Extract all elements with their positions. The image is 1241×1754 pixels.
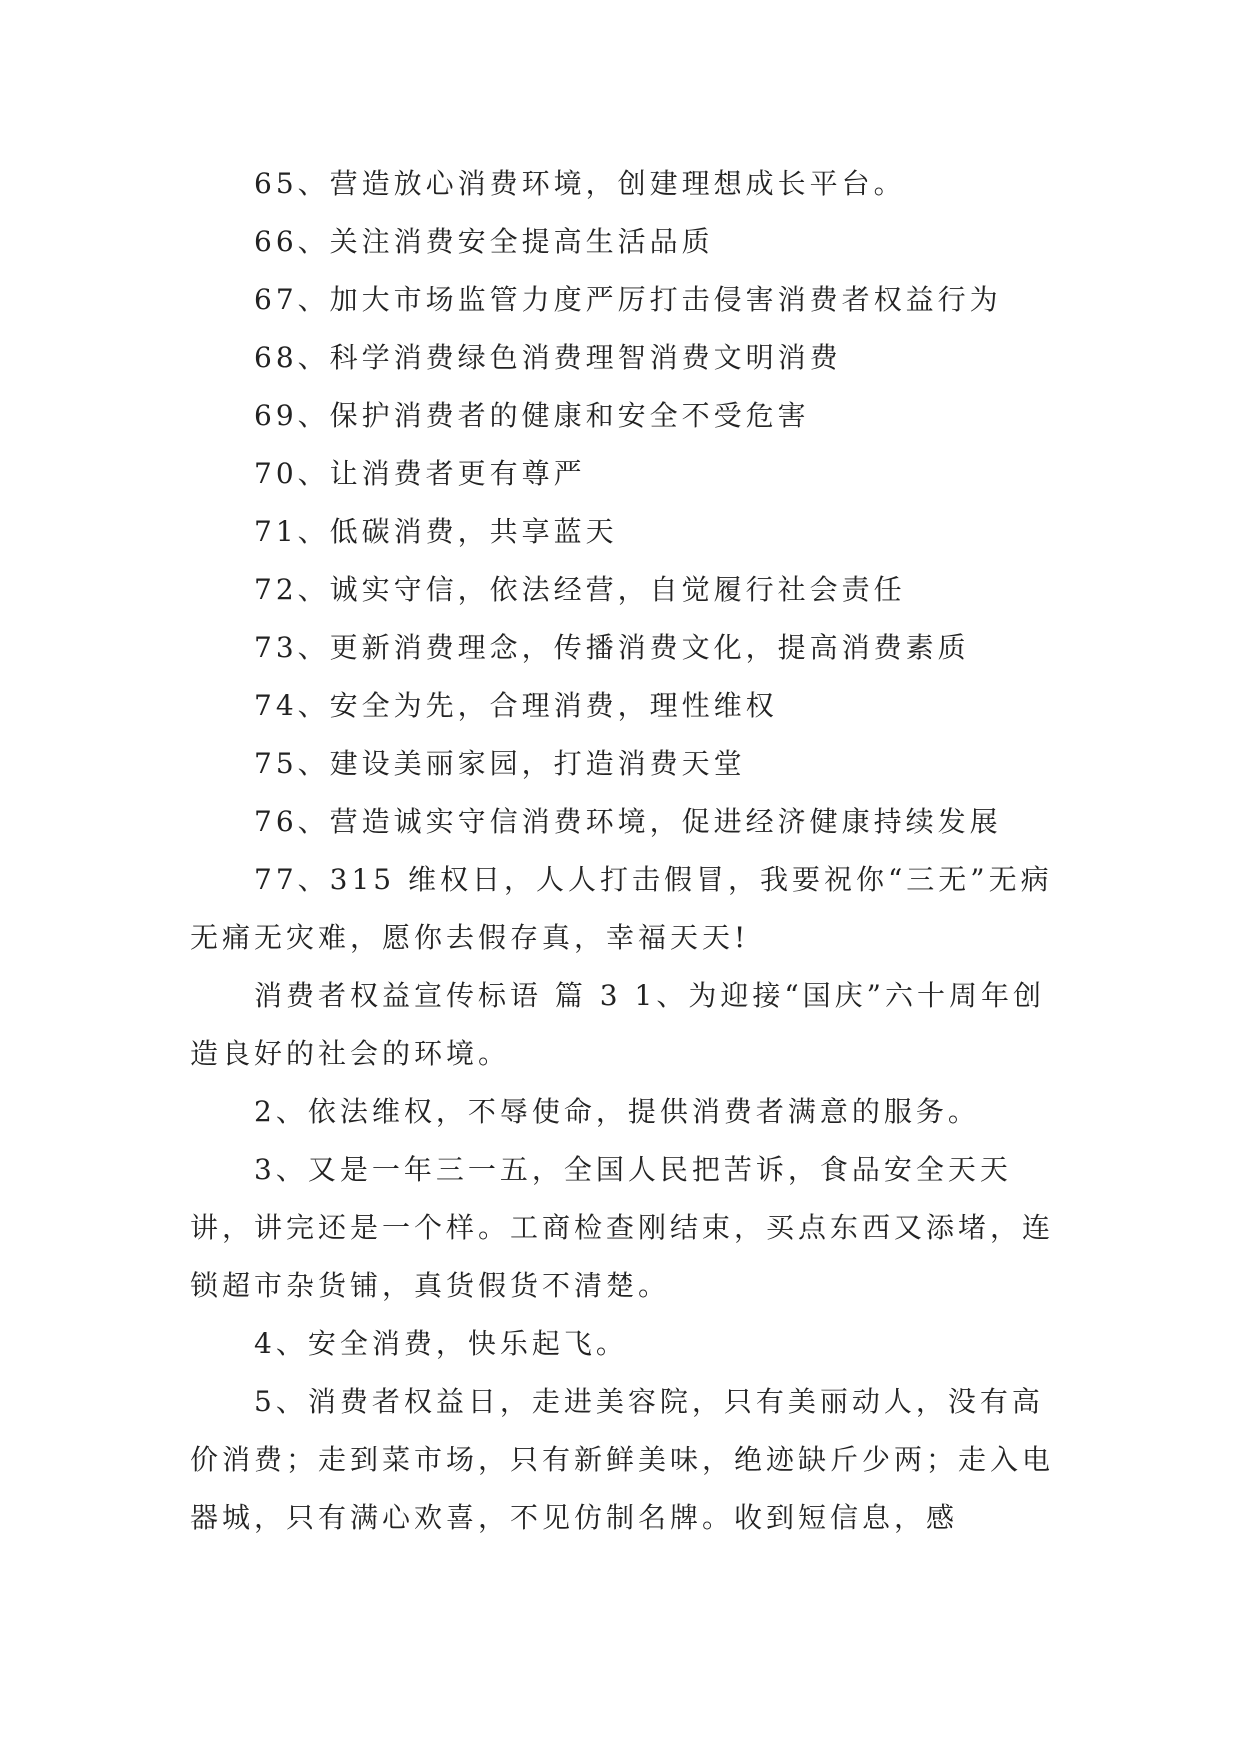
slogan-4: 4、安全消费，快乐起飞。 [254,1327,628,1360]
slogan-3: 3、又是一年三一五，全国人民把苦诉，食品安全天天讲，讲完还是一个样。工商检查刚结束，买点东西又添堵，连锁超市杂货铺，真货假货不清楚。 [190,1153,1055,1302]
section-heading-part-3: 消费者权益宣传标语 篇 3 1、为迎接“国庆”六十周年创造良好的社会的环境。 [190,979,1045,1070]
slogan-67: 67、加大市场监管力度严厉打击侵害消费者权益行为 [254,283,1002,316]
slogan-74: 74、安全为先，合理消费，理性维权 [254,689,778,722]
slogan-75: 75、建设美丽家园，打造消费天堂 [254,747,746,780]
slogan-66: 66、关注消费安全提高生活品质 [254,225,714,258]
slogan-2: 2、依法维权，不辱使命，提供消费者满意的服务。 [254,1095,980,1128]
slogan-72: 72、诚实守信，依法经营，自觉履行社会责任 [254,573,906,606]
slogan-73: 73、更新消费理念，传播消费文化，提高消费素质 [254,631,970,664]
slogan-5: 5、消费者权益日，走进美容院，只有美丽动人，没有高价消费；走到菜市场，只有新鲜美味，绝迹缺斤少两；走入电器城，只有满心欢喜，不见仿制名牌。收到短信息，感 [190,1385,1055,1534]
slogan-68: 68、科学消费绿色消费理智消费文明消费 [254,341,842,374]
document-body [190,155,1060,1547]
slogan-76: 76、营造诚实守信消费环境，促进经济健康持续发展 [254,805,1002,838]
slogan-77: 77、315 维权日，人人打击假冒，我要祝你“三无”无病无痛无灾难，愿你去假存真，幸福天天! [190,863,1053,954]
slogan-70: 70、让消费者更有尊严 [254,457,586,490]
slogan-71: 71、低碳消费，共享蓝天 [254,515,618,548]
slogan-69: 69、保护消费者的健康和安全不受危害 [254,399,810,432]
slogan-65: 65、营造放心消费环境，创建理想成长平台。 [254,167,906,200]
